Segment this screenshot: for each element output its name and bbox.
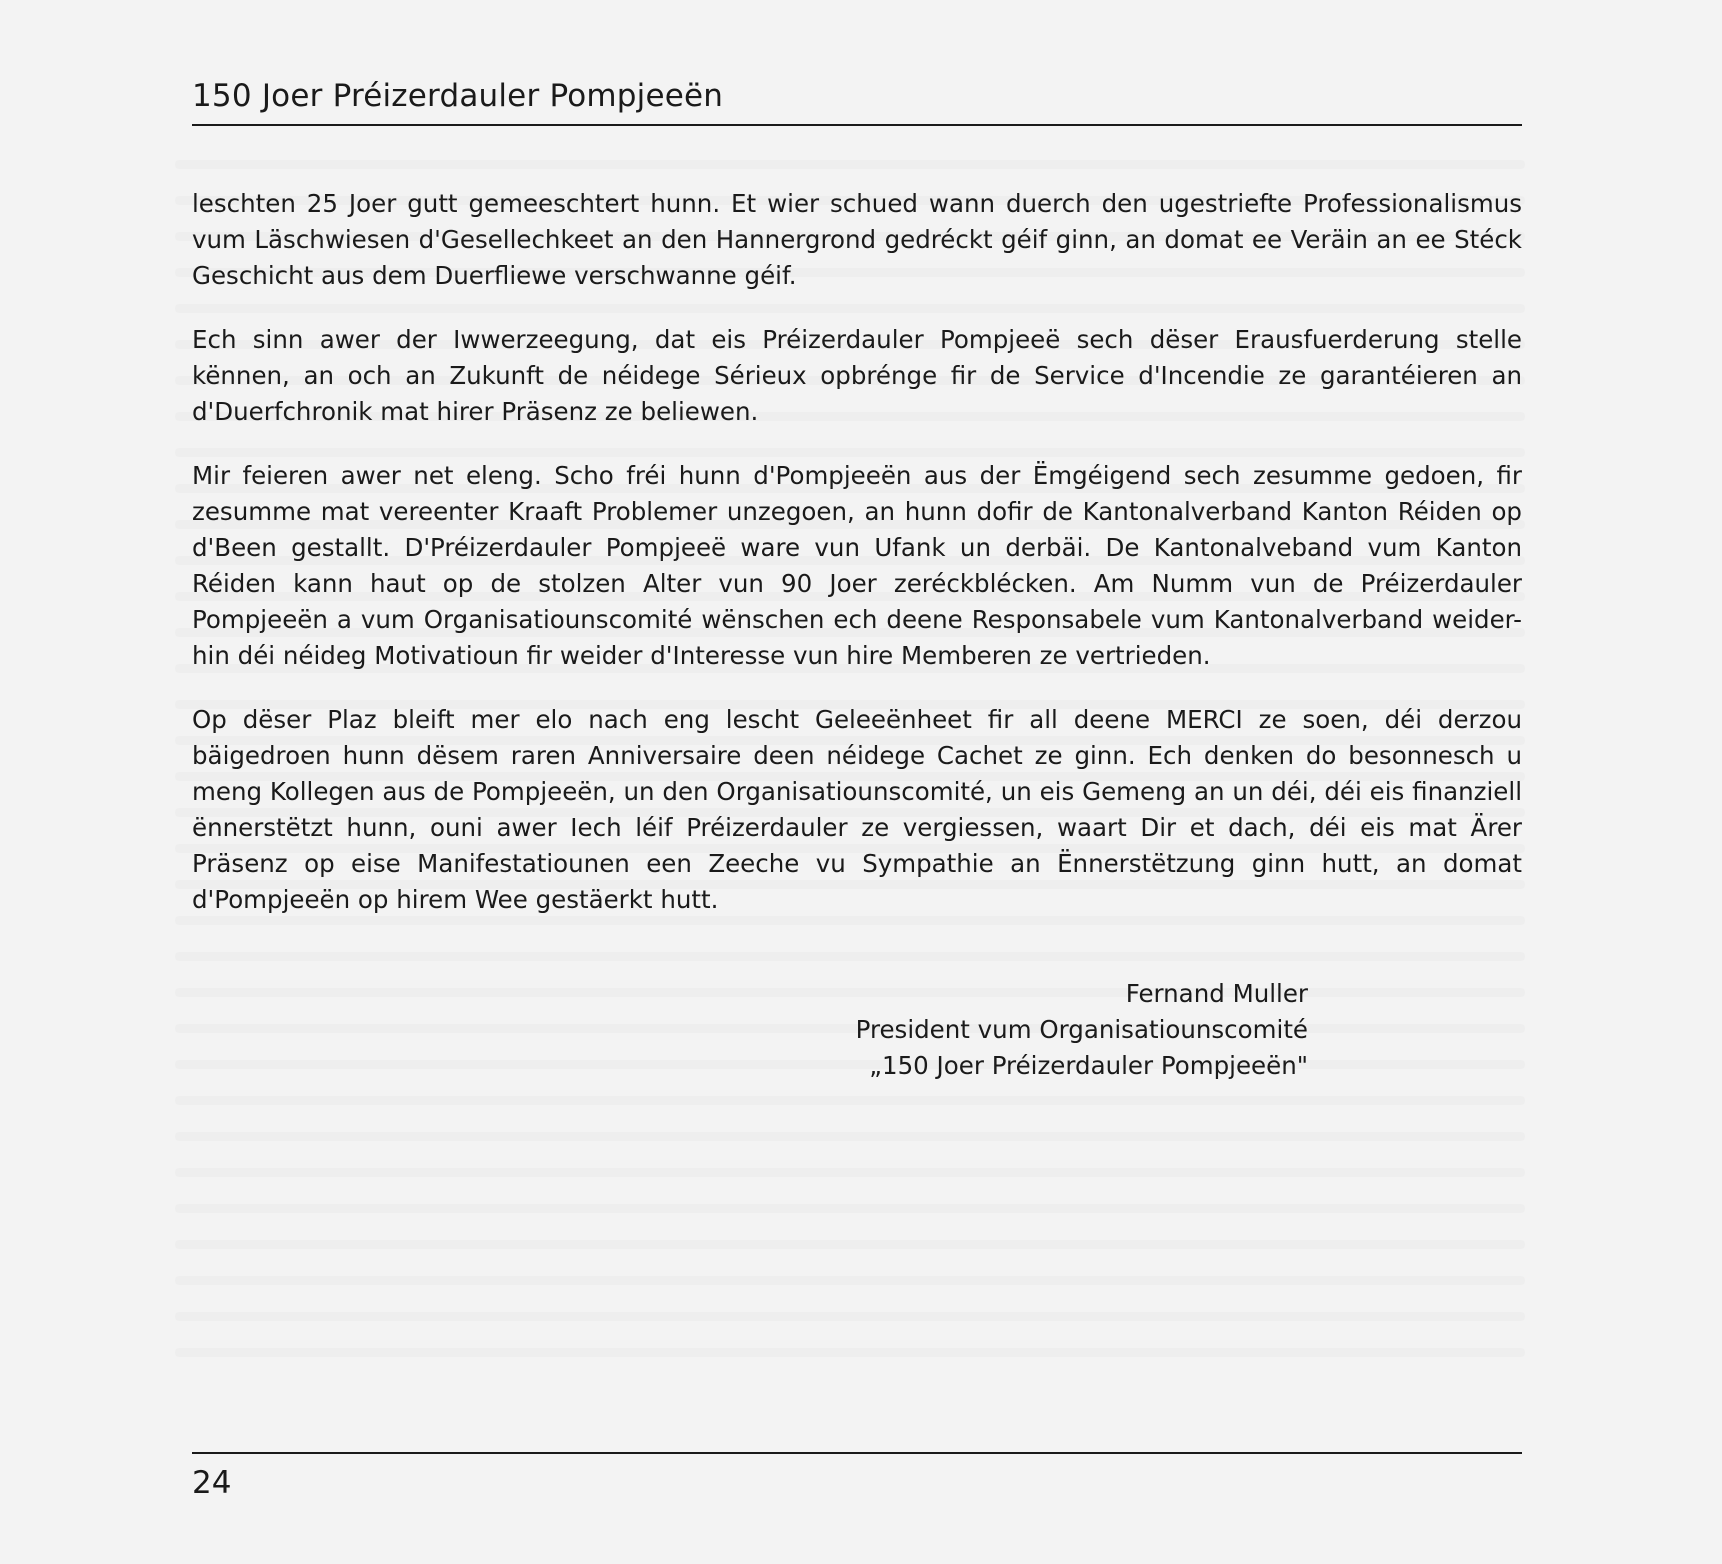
paragraph: Op dëser Plaz bleift mer elo nach eng lescht Geleeënheet fir all deene MERCI ze soen, déi derzou bäigedroen hunn dësem raren Anniversaire deen néidege Cachet ze ginn. Ech denken do besonnesch u meng Kollegen aus de Pompjeeën, un den Organisatiounscomité, un eis Gemeng an un déi, déi eis finanziell ënnerstëtzt hunn, ouni awer Iech léif Préizerdauler ze vergiessen, waart Dir et dach, déi eis mat Ärer Präsenz op eise Manifestatiounen een Zeeche vu Sympathie an Ënnerstëtzung ginn hutt, an domat d'Pompjeeën op hirem Wee gestäerkt hutt. xyxy=(192,705,1522,914)
signature-role: President vum Organisatiounscomité xyxy=(855,1015,1308,1044)
paragraph: leschten 25 Joer gutt gemeeschtert hunn. Et wier schued wann duerch den ugestriefte Professionalismus vum Läschwiesen d'Gesellechkeet an den Hannergrond gedréckt géif ginn, an domat ee Veräin an ee Stéck Geschicht aus dem Duerfliewe verschwanne géif. xyxy=(192,189,1522,290)
page-number: 24 xyxy=(192,1465,232,1501)
signature-event: „150 Joer Préizerdauler Pompjeeën" xyxy=(869,1051,1308,1080)
header-rule xyxy=(192,124,1522,126)
footer-rule xyxy=(192,1452,1522,1454)
body-text xyxy=(192,186,1522,946)
running-header: 150 Joer Préizerdauler Pompjeeën xyxy=(192,78,724,114)
paragraph: Mir feieren awer net eleng. Scho fréi hunn d'Pompjeeën aus der Ëmgéigend sech zesumme gedoen, fir zesumme mat vereenter Kraaft Problemer unzegoen, an hunn dofir de Kantonalverband Kanton Réiden op d'Been gestallt. D'Préizerdauler Pompjeeë ware vun Ufank un derbäi. De Kantonalveband vum Kanton Réiden kann haut op de stolzen Alter vun 90 Joer zeréckblécken. Am Numm vun de Préizerdauler Pompjeeën a vum Organisatiounscomité wënschen ech deene Responsabele vum Kantonalverband weider-hin déi néideg Motivatioun fir weider d'Interesse vun hire Memberen ze vertrieden. xyxy=(192,461,1522,670)
signature-block xyxy=(760,976,1308,1084)
signature-name: Fernand Muller xyxy=(1125,979,1308,1008)
paragraph: Ech sinn awer der Iwwerzeegung, dat eis Préizerdauler Pompjeeë sech dëser Erausfuerderung stelle kënnen, an och an Zukunft de néidege Sérieux opbrénge fir de Service d'Incendie ze garantéieren an d'Duerfchronik mat hirer Präsenz ze beliewen. xyxy=(192,325,1522,426)
